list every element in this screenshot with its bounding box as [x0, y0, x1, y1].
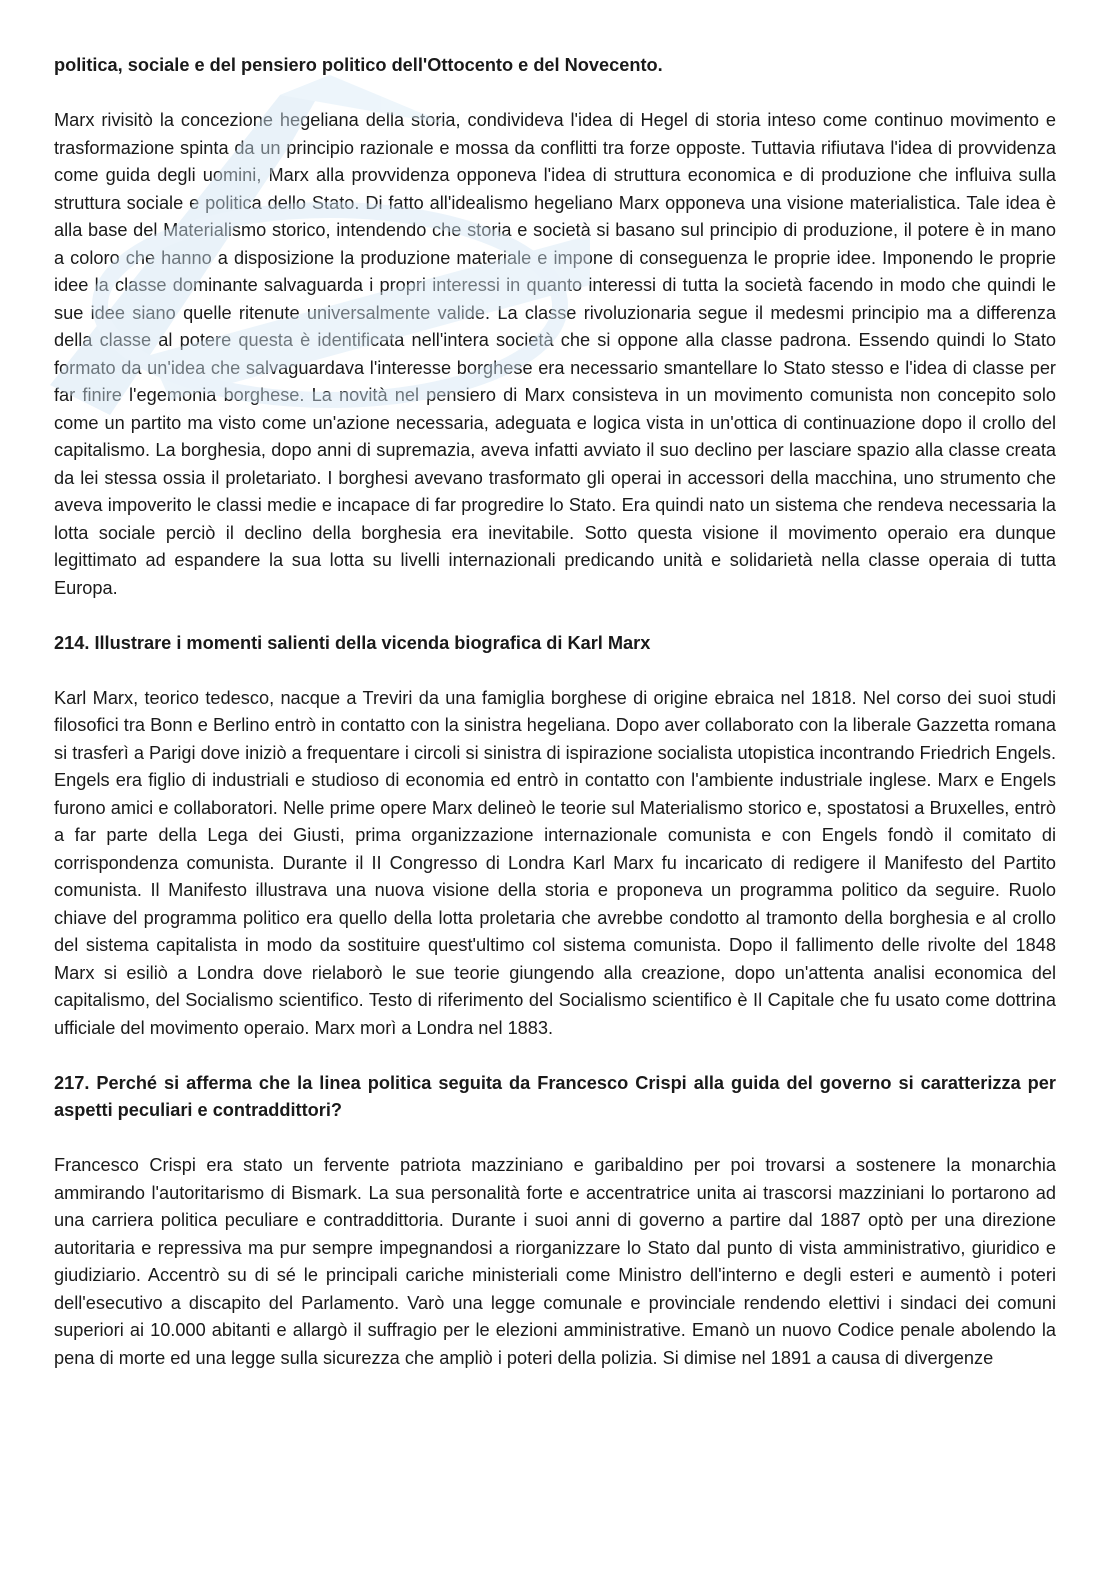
paragraph-217: Francesco Crispi era stato un fervente patriota mazziniano e garibaldino per poi trovarsi a sostenere la monarchia ammirando l'autoritarismo di Bismark. La sua personalità forte e accentratrice unita ai trascorsi mazziniani lo portarono ad una carriera politica peculiare e contraddittoria. Durante i suoi anni di governo a partire dal 1887 optò per una direzione autoritaria e repressiva ma pur sempre impegnandosi a riorganizzare lo Stato dal punto di vista amministrativo, giuridico e giudiziario. Accentrò su di sé le principali cariche ministeriali come Ministro dell'interno e degli esteri e aumentò i poteri dell'esecutivo a discapito del Parlamento. Varò una legge comunale e provinciale rendendo elettivi i sindaci dei comuni superiori ai 10.000 abitanti e allargò il suffragio per le elezioni amministrative. Emanò un nuovo Codice penale abolendo la pena di morte ed una legge sulla sicurezza che ampliò i poteri della polizia. Si dimise nel 1891 a causa di divergenze — [54, 1155, 1056, 1368]
page-top-heading: politica, sociale e del pensiero politico dell'Ottocento e del Novecento. — [54, 55, 663, 75]
question-heading-214: 214. Illustrare i momenti salienti della vicenda biografica di Karl Marx — [54, 632, 651, 653]
paragraph-214: Karl Marx, teorico tedesco, nacque a Treviri da una famiglia borghese di origine ebraica nel 1818. Nel corso dei suoi studi filosofici tra Bonn e Berlino entrò in contatto con la sinistra hegeliana. Dopo aver collaborato con la liberale Gazzetta romana si trasferì a Parigi dove iniziò a frequentare i circoli si sinistra di ispirazione socialista utopistica incontrando Friedrich Engels. Engels era figlio di industriali e studioso di economia ed entrò in contatto con l'ambiente industriale inglese. Marx e Engels furono amici e collaboratori. Nelle prime opere Marx delineò le teorie sul Materialismo storico e, spostatosi a Bruxelles, entrò a far parte della Lega dei Giusti, prima organizzazione internazionale comunista e con Engels fondò il comitato di corrispondenza comunista. Durante il II Congresso di Londra Karl Marx fu incaricato di redigere il Manifesto del Partito comunista. Il Manifesto illustrava una nuova visione della storia e proponeva un programma politico da seguire. Ruolo chiave del programma politico era quello della lotta proletaria che avrebbe condotto al tramonto della borghesia e al crollo del sistema capitalista in modo da sostituire quest'ultimo col sistema comunista. Dopo il fallimento delle rivolte del 1848 Marx si esiliò a Londra dove rielaborò le sue teorie giungendo alla creazione, dopo un'attenta analisi economica del capitalismo, del Socialismo scientifico. Testo di riferimento del Socialismo scientifico è Il Capitale che fu usato come dottrina ufficiale del movimento operaio. Marx morì a Londra nel 1883. — [54, 687, 1056, 1038]
question-heading-217: 217. Perché si afferma che la linea politica seguita da Francesco Crispi alla guida del governo si caratterizza per aspetti peculiari e contraddittori? — [54, 1072, 1056, 1120]
paragraph-marx-history: Marx rivisitò la concezione hegeliana della storia, condivideva l'idea di Hegel di storia inteso come continuo movimento e trasformazione spinta da un principio razionale e mossa da conflitti tra forze opposte. Tuttavia rifiutava l'idea di provvidenza come guida degli uomini, Marx alla provvidenza opponeva l'idea di struttura economica e di produzione che influiva sulla struttura sociale e politica dello Stato. Di fatto all'idealismo hegeliano Marx opponeva una visione materialistica. Tale idea è alla base del Materialismo storico, intendendo che storia e società si basano sul principio di produzione, il potere è in mano a coloro che hanno a disposizione la produzione materiale e impone di conseguenza le proprie idee. Imponendo le proprie idee la classe dominante salvaguarda i propri interessi in quanto interessi di tutta la società facendo in modo che quindi le sue idee siano quelle ritenute universalmente valide. La classe rivoluzionaria segue il medesmi principio ma a differenza della classe al potere questa è identificata nell'intera società che si oppone alla classe padrona. Essendo quindi lo Stato formato da un'idea che salvaguardava l'interesse borghese era necessario smantellare lo Stato stesso e l'idea di classe per far finire l'egemonia borghese. La novità nel pensiero di Marx consisteva in un movimento comunista non concepito solo come un partito ma visto come un'azione necessaria, adeguata e logica vista in un'ottica di continuazione dopo il crollo del capitalismo. La borghesia, dopo anni di supremazia, aveva infatti avviato il suo declino per lasciare spazio alla classe creata da lei stessa ossia il proletariato. I borghesi avevano trasformato gli operai in accessori della macchina, uno strumento che aveva impoverito le classi medie e incapace di far progredire lo Stato. Era quindi nato un sistema che rendeva necessaria la lotta sociale perciò il declino della borghesia era inevitabile. Sotto questa visione il movimento operaio era dunque legittimato ad espandere la sua lotta su livelli internazionali predicando unità e solidarietà nella classe operaia di tutta Europa. — [54, 110, 1056, 598]
